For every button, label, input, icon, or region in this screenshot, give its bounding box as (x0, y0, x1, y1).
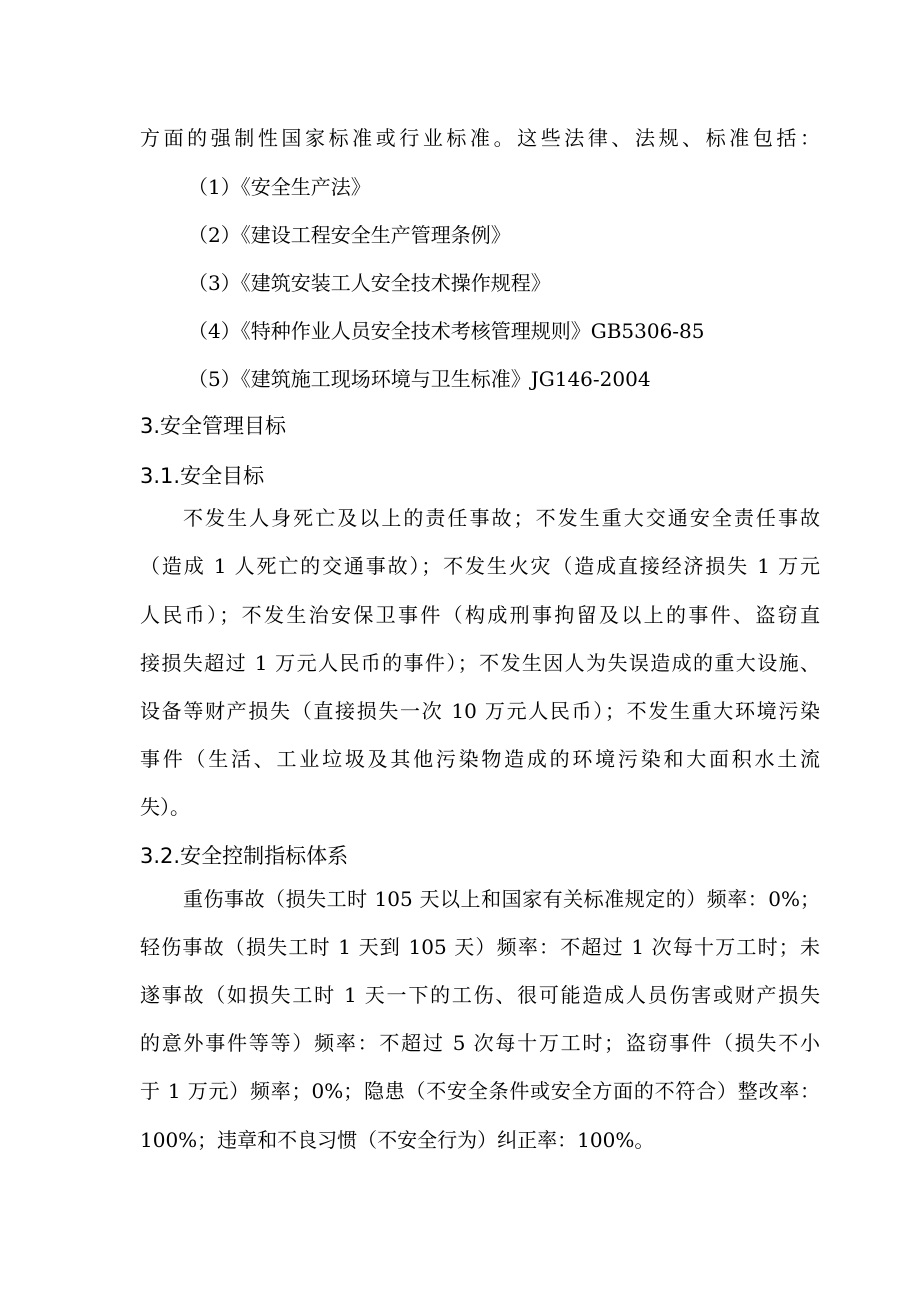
law-item-4: （4）《特种作业人员安全技术考核管理规则》GB5306-85 (188, 319, 705, 343)
indicator-paragraph-line: 轻伤事故（损失工时 1 天到 105 天）频率：不超过 1 次每十万工时；未 (140, 935, 820, 959)
law-item-5: （5）《建筑施工现场环境与卫生标准》JG146-2004 (188, 367, 651, 391)
goal-paragraph-line: 失）。 (140, 795, 190, 819)
intro-continuation: 方面的强制性国家标准或行业标准。这些法律、法规、标准包括： (140, 126, 820, 150)
goal-paragraph-line: 人民币）；不发生治安保卫事件（构成刑事拘留及以上的事件、盗窃直 (140, 603, 820, 627)
law-item-2: （2）《建设工程安全生产管理条例》 (188, 223, 511, 247)
law-item-3: （3）《建筑安装工人安全技术操作规程》 (188, 271, 551, 295)
indicator-paragraph-line: 遂事故（如损失工时 1 天一下的工伤、很可能造成人员伤害或财产损失 (140, 983, 820, 1007)
subsection-heading-2: 3.2.安全控制指标体系 (140, 844, 349, 868)
goal-paragraph-line: 接损失超过 1 万元人民币的事件）；不发生因人为失误造成的重大设施、 (140, 651, 820, 675)
section-heading: 3.安全管理目标 (140, 414, 287, 438)
goal-paragraph-line: 设备等财产损失（直接损失一次 10 万元人民币）；不发生重大环境污染 (140, 699, 820, 723)
goal-paragraph-line: （造成 1 人死亡的交通事故）；不发生火灾（造成直接经济损失 1 万元 (140, 554, 820, 578)
law-item-1: （1）《安全生产法》 (188, 175, 371, 199)
indicator-paragraph-line: 重伤事故（损失工时 105 天以上和国家有关标准规定的）频率：0%； (183, 887, 820, 911)
subsection-heading-1: 3.1.安全目标 (140, 464, 265, 488)
goal-paragraph-line: 不发生人身死亡及以上的责任事故；不发生重大交通安全责任事故 (183, 506, 820, 530)
goal-paragraph-line: 事件（生活、工业垃圾及其他污染物造成的环境污染和大面积水土流 (140, 747, 820, 771)
indicator-paragraph-line: 于 1 万元）频率；0%；隐患（不安全条件或安全方面的不符合）整改率： (140, 1079, 820, 1103)
indicator-paragraph-line: 的意外事件等等）频率：不超过 5 次每十万工时；盗窃事件（损失不小 (140, 1031, 820, 1055)
indicator-paragraph-line: 100%；违章和不良习惯（不安全行为）纠正率：100%。 (140, 1128, 655, 1152)
